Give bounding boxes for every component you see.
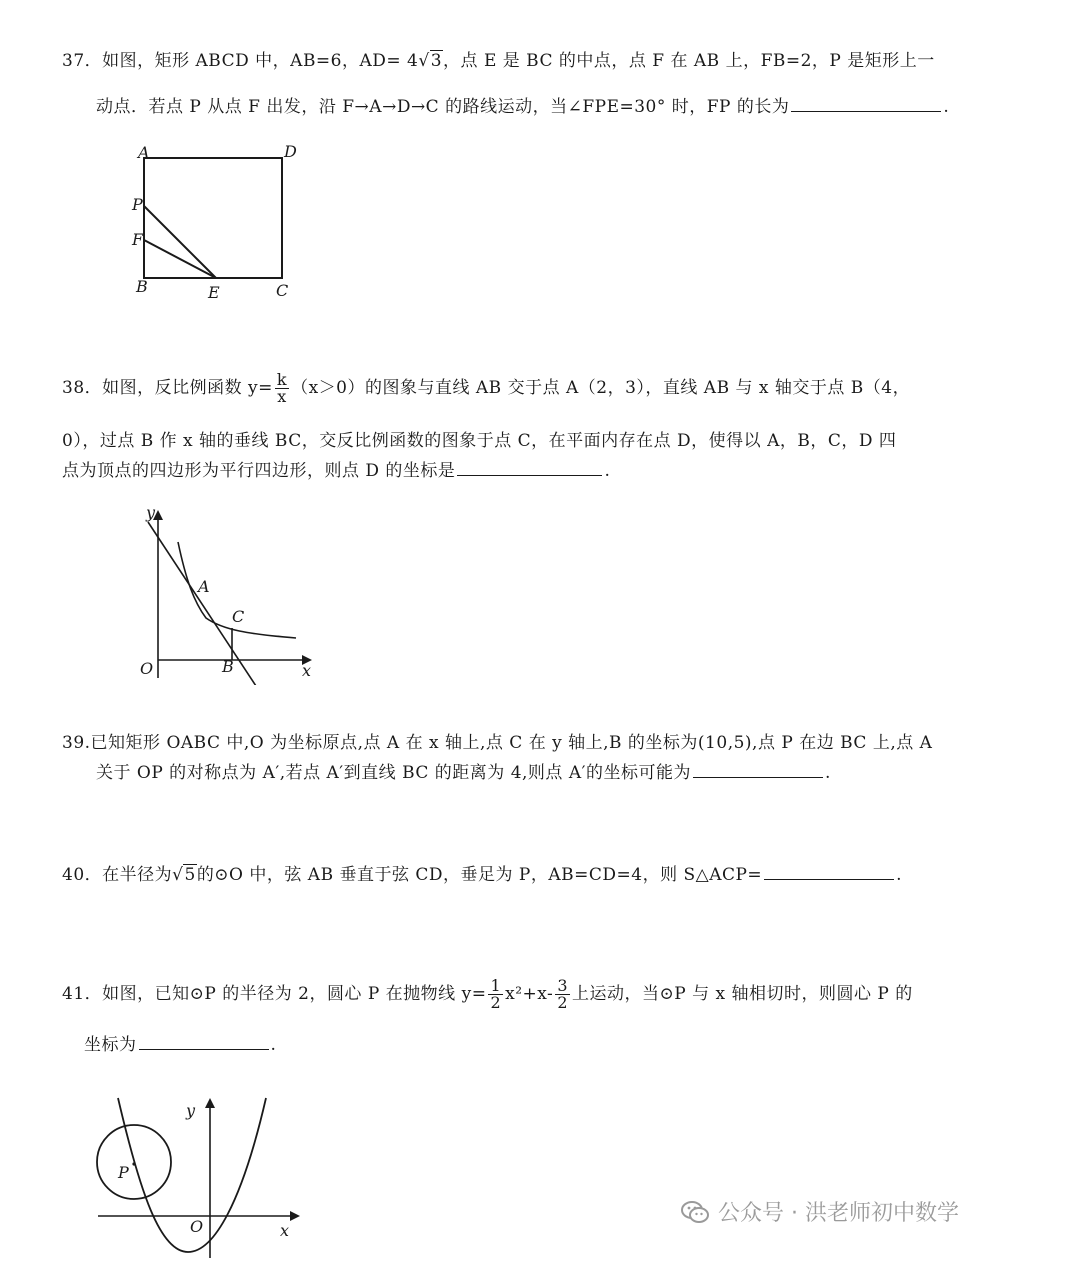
q40-line (62, 860, 902, 885)
q37-answer-blank[interactable] (791, 94, 941, 112)
q41-text-mid: x²+x- (505, 984, 554, 1004)
q37-period: . (943, 97, 950, 117)
q38-label-a: A (198, 577, 210, 596)
q40-period: . (896, 865, 903, 885)
q38-frac-denominator: x (275, 388, 289, 405)
q41-center-point (132, 1162, 135, 1165)
q40-text-b: 的⊙O 中，弦 AB 垂直于弦 CD，垂足为 P，AB=CD=4，则 S△ACP= (196, 865, 763, 885)
q38-line2: 0），过点 B 作 x 轴的垂线 BC，交反比例函数的图象于点 C，在平面内存在点 D，使得以 A，B，C，D 四 (62, 431, 897, 451)
q41-period: . (270, 1035, 277, 1055)
q38-period: . (604, 461, 611, 481)
q38-line1 (62, 372, 910, 405)
q40-sqrt: √5 (172, 865, 196, 885)
q38-fraction (275, 372, 289, 405)
q39-answer-blank[interactable] (693, 760, 823, 778)
q38-text-b: （x＞0）的图象与直线 AB 交于点 A（2，3），直线 AB 与 x 轴交于点 B（4， (291, 378, 911, 398)
q38-label-c: C (232, 607, 245, 626)
q37-label-a: A (138, 143, 150, 162)
watermark-text: 公众号 · 洪老师初中数学 (718, 1201, 959, 1226)
q38-label-x: x (302, 661, 312, 680)
watermark (680, 1196, 959, 1227)
wechat-icon (680, 1197, 710, 1227)
q39-line2-text: 关于 OP 的对称点为 A′,若点 A′到直线 BC 的距离为 4,则点 A′的坐标可能为 (96, 763, 691, 783)
q41-label-o: O (190, 1217, 204, 1236)
q38-label-o: O (140, 659, 154, 678)
q37-text-b: ，点 E 是 BC 的中点，点 F 在 AB 上，FB=2，P 是矩形上一 (443, 51, 935, 71)
q38-answer-blank[interactable] (457, 458, 602, 476)
q38-figure (128, 500, 328, 685)
q37-label-e: E (208, 283, 220, 302)
q40-answer-blank[interactable] (764, 862, 894, 880)
q37-line1 (62, 46, 935, 71)
q41-frac1-numerator: 1 (490, 976, 502, 995)
q41-frac2-denominator: 2 (557, 993, 568, 1012)
q39-line2 (96, 758, 831, 783)
q40-sqrt-radicand: 5 (184, 865, 196, 885)
q37-line2-text: 动点．若点 P 从点 F 出发，沿 F→A→D→C 的路线运动，当∠FPE=30° 时，FP 的长为 (96, 97, 790, 117)
q41-text-b: 上运动，当⊙P 与 x 轴相切时，则圆心 P 的 (572, 984, 913, 1004)
q38-line3 (62, 456, 610, 481)
q41-fraction-1 (488, 978, 503, 1011)
q41-frac2-numerator: 3 (557, 976, 568, 995)
q41-line2-text: 坐标为 (84, 1035, 137, 1055)
q37-segment-fe (144, 240, 216, 278)
q37-line2 (96, 92, 949, 117)
q41-x-arrow-icon (290, 1211, 300, 1221)
q38-label-b: B (222, 657, 234, 676)
q41-fraction-2 (555, 978, 570, 1011)
q39-period: . (824, 763, 831, 783)
q41-line2 (84, 1030, 276, 1055)
q39-line1: 39.已知矩形 OABC 中,O 为坐标原点,点 A 在 x 轴上,点 C 在 y 轴上,B 的坐标为(10,5),点 P 在边 BC 上,点 A (62, 733, 933, 753)
q37-label-b: B (136, 277, 148, 296)
q37-rectangle-abcd (144, 158, 282, 278)
q38-line3-text: 点为顶点的四边形为平行四边形，则点 D 的坐标是 (62, 461, 456, 481)
q41-answer-blank[interactable] (139, 1032, 269, 1050)
q41-frac1-denominator: 2 (490, 993, 502, 1012)
q41-label-x: x (280, 1221, 290, 1240)
q41-text-a: 41．如图，已知⊙P 的半径为 2，圆心 P 在抛物线 y= (62, 984, 487, 1004)
q37-label-c: C (276, 281, 289, 300)
q37-label-d: D (284, 142, 297, 161)
q41-label-p: P (118, 1163, 129, 1182)
q38-label-y: y (146, 503, 156, 522)
q41-figure (90, 1092, 310, 1260)
q38-frac-numerator: k (276, 370, 288, 389)
q41-label-y: y (186, 1101, 196, 1120)
q40-text-a: 40．在半径为 (62, 865, 173, 885)
q37-figure (128, 140, 318, 305)
q38-text-a: 38．如图，反比例函数 y= (62, 378, 273, 398)
q37-label-p: P (132, 195, 143, 214)
q41-y-arrow-icon (205, 1098, 215, 1108)
q41-line1 (62, 978, 913, 1011)
q37-text-a: 37．如图，矩形 ABCD 中，AB=6，AD= 4 (62, 51, 419, 71)
q37-label-f: F (132, 230, 144, 249)
q37-sqrt-radicand: 3 (430, 51, 443, 71)
q37-sqrt: √3 (418, 51, 443, 71)
q37-segment-pe (144, 206, 216, 278)
